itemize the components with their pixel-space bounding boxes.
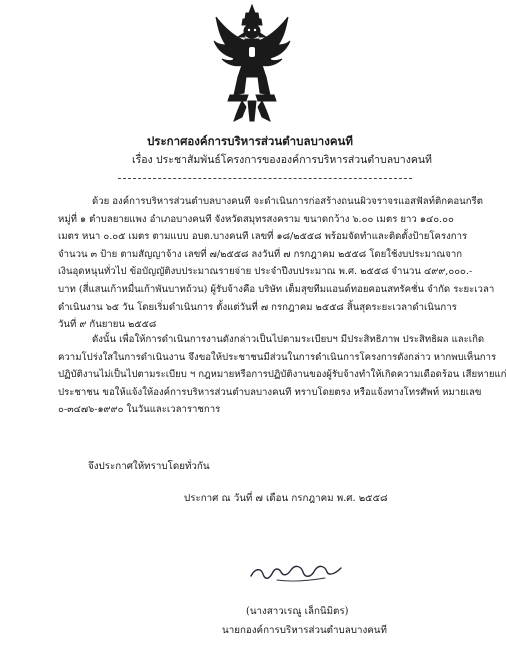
signer-title: นายกองค์การบริหารส่วนตำบลบางคนที xyxy=(222,625,387,636)
announcement-closing: จึงประกาศให้ทราบโดยทั่วกัน xyxy=(88,461,210,472)
paragraph-line: ความโปร่งใสในการดำเนินงาน จึงขอให้ประชาชนมีส่วนในการดำเนินการโครงการดังกล่าว หากพบเห็นการ xyxy=(58,351,497,363)
garuda-emblem-icon xyxy=(212,3,292,125)
paragraph-line: ด้วย องค์การบริหารส่วนตำบลบางคนที จะดำเนินการก่อสร้างถนนผิวจราจรแอสฟัลท์ติกคอนกรีต xyxy=(92,196,483,207)
paragraph-line: วันที่ ๙ กันยายน ๒๕๕๘ xyxy=(58,319,157,331)
paragraph-line: ประชาชน ขอให้แจ้งให้องค์การบริหารส่วนตำบลบางคนที ทราบโดยตรง หรือแจ้งทางโทรศัพท์ หมายเลข xyxy=(58,386,482,398)
project-details-paragraph xyxy=(58,193,495,334)
paragraph-line: เงินอุดหนุนทั่วไป ข้อบัญญัติงบประมาณรายจ่าย ประจำปีงบประมาณ พ.ศ. ๒๕๕๘ จำนวน ๔๙๙,๐๐๐.- xyxy=(58,266,473,278)
paragraph-line: เมตร หนา ๐.๐๕ เมตร ตามแบบ อบต.บางคนที เลขที่ ๑๘/๒๕๕๘ พร้อมจัดทำและติดตั้งป้ายโครงการ xyxy=(58,231,468,243)
paragraph-line: จำนวน ๓ ป้าย ตามสัญญาจ้าง เลขที่ ๗/๒๕๕๘ ลงวันที่ ๗ กรกฎาคม ๒๕๕๘ โดยใช้งบประมาณจาก xyxy=(58,248,463,260)
paragraph-line: ดังนั้น เพื่อให้การดำเนินการงานดังกล่าวเป็นไปตามระเบียบฯ มีประสิทธิภาพ ประสิทธิผล และเกิด xyxy=(92,334,485,345)
announcement-title: ประกาศองค์การบริหารส่วนตำบลบางคนที xyxy=(147,134,353,148)
paragraph-line: ดำเนินงาน ๖๕ วัน โดยเริ่มดำเนินการ ตั้งแต่วันที่ ๗ กรกฎาคม ๒๕๕๘ สิ้นสุดระยะเวลาดำเนินการ xyxy=(58,301,457,313)
handwritten-signature xyxy=(247,560,347,584)
announcement-date: ประกาศ ณ วันที่ ๗ เดือน กรกฎาคม พ.ศ. ๒๕๕๘ xyxy=(184,493,388,504)
public-participation-paragraph xyxy=(58,331,506,419)
paragraph-line: หมู่ที่ ๑ ตำบลยายแพง อำเภอบางคนที จังหวัดสมุทรสงคราม ขนาดกว้าง ๖.๐๐ เมตร ยาว ๑๔๐.๐๐ xyxy=(58,213,454,225)
paragraph-line: ๐-๓๔๗๖-๑๙๙๐ ในวันและเวลาราชการ xyxy=(58,404,221,416)
dashed-divider xyxy=(118,178,412,179)
paragraph-line: ปฏิบัติงานไม่เป็นไปตามระเบียบ ฯ กฎหมายหรือการปฏิบัติงานของผู้รับจ้างทำให้เกิดความเดือดร้อน เสียหายแก่ xyxy=(58,369,506,381)
announcement-subject: เรื่อง ประชาสัมพันธ์โครงการขององค์การบริหารส่วนตำบลบางคนที xyxy=(132,154,432,166)
paragraph-line: บาท (สี่แสนเก้าหมื่นเก้าพันบาทถ้วน) ผู้รับจ้างคือ บริษัท เต็มสุขทีมแอนด์ทอยคอนสทรัคชั่น จำกัด ระยะเวลา xyxy=(58,283,495,295)
signer-name: (นางสาวเรณู เล็กนิมิตร) xyxy=(246,606,349,617)
